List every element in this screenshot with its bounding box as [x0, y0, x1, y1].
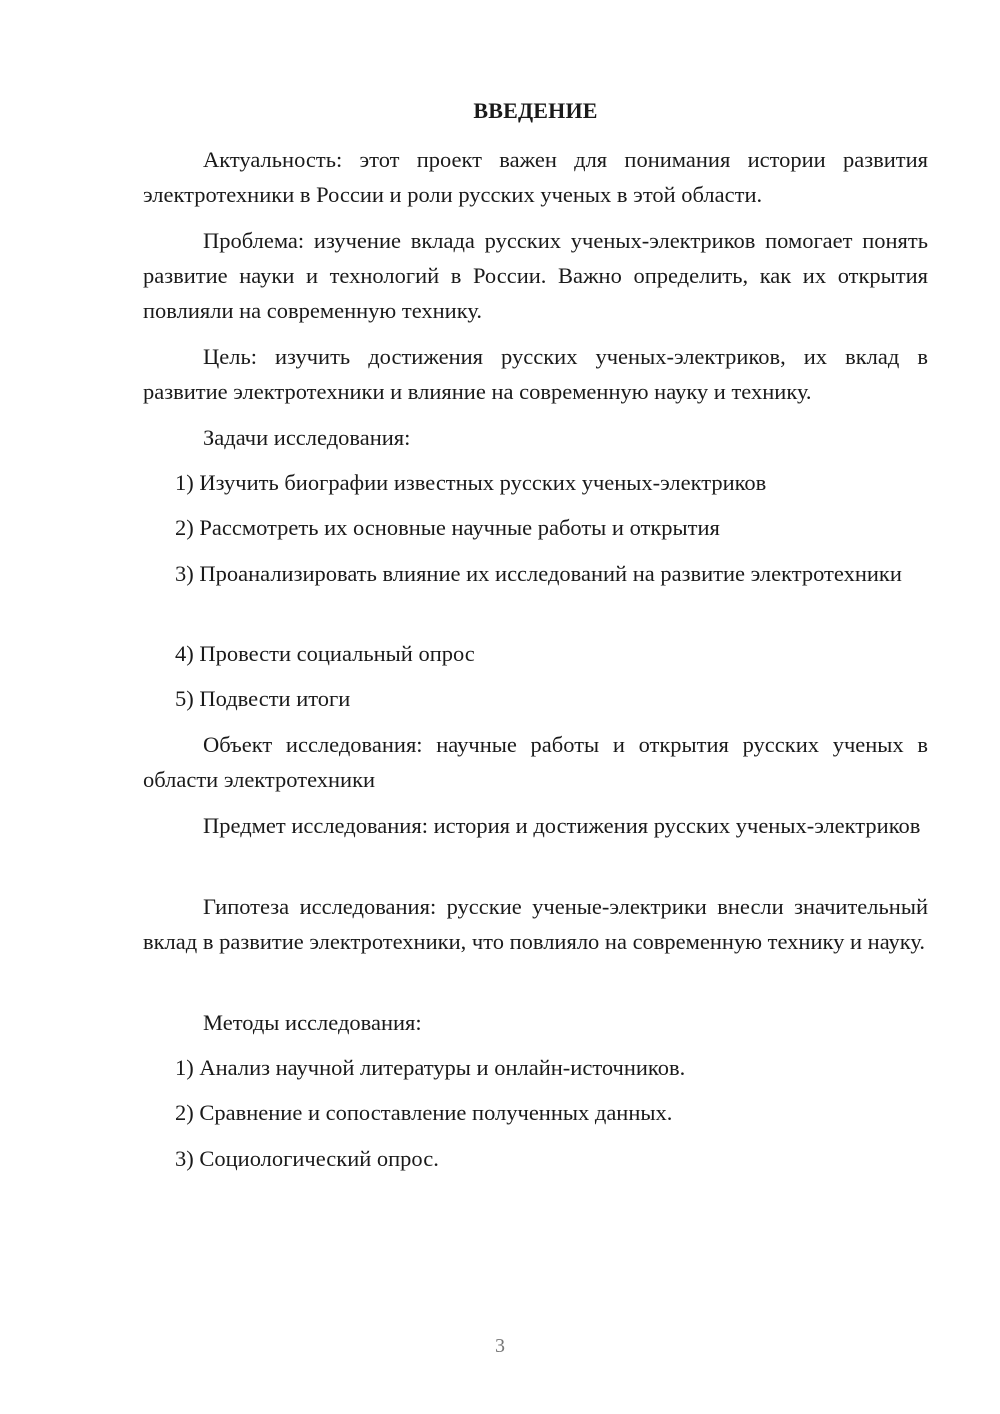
tasks-heading: Задачи исследования: [203, 425, 411, 450]
method-item: 1) Анализ научной литературы и онлайн-источников. [175, 1055, 686, 1080]
page-number: 3 [495, 1335, 505, 1357]
task-item: 2) Рассмотреть их основные научные работы и открытия [175, 515, 720, 540]
relevance-paragraph: Актуальность: этот проект важен для понимания истории развития электротехники в России и роли русских ученых в этой области. [143, 147, 928, 207]
method-item: 3) Социологический опрос. [175, 1146, 439, 1171]
methods-heading: Методы исследования: [203, 1010, 422, 1035]
task-item: 5) Подвести итоги [175, 686, 351, 711]
task-item: 4) Провести социальный опрос [175, 641, 475, 666]
problem-paragraph: Проблема: изучение вклада русских ученых-электриков помогает понять развитие науки и технологий в России. Важно определить, как их открытия повлияли на современную технику. [143, 228, 928, 323]
task-item: 3) Проанализировать влияние их исследований на развитие электротехники [175, 561, 902, 586]
section-title: ВВЕДЕНИЕ [473, 98, 598, 123]
method-item: 2) Сравнение и сопоставление полученных данных. [175, 1100, 673, 1125]
goal-paragraph: Цель: изучить достижения русских ученых-электриков, их вклад в развитие электротехники и влияние на современную науку и технику. [143, 344, 928, 404]
hypothesis-paragraph: Гипотеза исследования: русские ученые-электрики внесли значительный вклад в развитие электротехники, что повлияло на современную технику и науку. [143, 894, 928, 954]
object-paragraph: Объект исследования: научные работы и открытия русских ученых в области электротехники [143, 732, 928, 792]
subject-paragraph: Предмет исследования: история и достижения русских ученых-электриков [203, 813, 921, 838]
task-item: 1) Изучить биографии известных русских ученых-электриков [175, 470, 767, 495]
